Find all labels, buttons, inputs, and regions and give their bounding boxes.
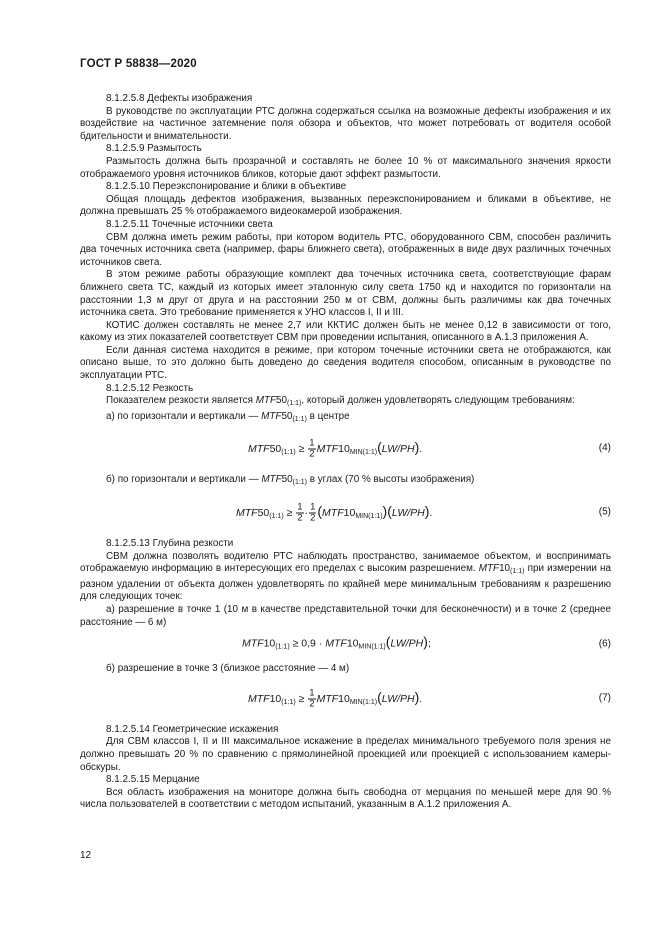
formula: $MTF10_{(1:1)}$ ≥ $\frac{1}{2}$ $MTF10_{MIN(1:1)}(LW/PH)$.	[248, 687, 423, 710]
paragraph: б) разрешение в точке 3 (близкое расстояние — 4 м)	[106, 663, 350, 675]
paragraph: СВМ должна позволять водителю РТС наблюдать пространство, занимаемое объектом, и воспринимать отображаемую информацию в интересующих его пределах с высоким разрешением. $MTF10_{(1:1)}$ при измерении на разном удалении от объекта должен удовлетворять по крайней мере минимальным требованиям к разрешению для следующих точек:	[80, 550, 612, 603]
paragraph: Общая площадь дефектов изображения, вызванных переэкспонированием и бликами в объективе, не должна превышать 25 % отображаемого видеокамерой изображения.	[80, 193, 611, 218]
paragraph: В этом режиме работы образующие комплект два точечных источника света, соответствующие фарам ближнего света ТС, каждый из которых имеет эталонную силу света 1750 кд и находится по горизонтали на расстоянии 1,3 м друг от друга и на расстоянии 250 м от СВМ, должны быть различимы как два точечных источника света. Это требование применяется к УНО классов I, II и III.	[80, 269, 611, 319]
paragraph: Вся область изображения на мониторе должна быть свободна от мерцания по меньшей мере для 90 % числа пользователей в соответствии с методом испытаний, указанным в А.1.2 приложения А.	[80, 786, 611, 811]
section-heading: 8.1.2.5.12 Резкость	[106, 382, 194, 394]
section-heading: 8.1.2.5.13 Глубина резкости	[106, 538, 234, 550]
paragraph: Показателем резкости является $MTF50_{(1:1)}$, который должен удовлетворять следующим требованиям:	[106, 395, 575, 408]
formula: $MTF50_{(1:1)}$ ≥ $\frac{1}{2}$ · $\frac{1}{2}$ $(MTF10_{MIN(1:1)})(LW/PH)$.	[236, 501, 433, 524]
section-heading: 8.1.2.5.10 Переэкспонирование и блики в объективе	[106, 181, 347, 193]
page-number: 12	[80, 850, 92, 861]
equation-number: (5)	[598, 506, 611, 518]
equation-6	[80, 633, 611, 657]
equation-number: (6)	[598, 638, 611, 650]
formula: $MTF50_{(1:1)}$ ≥ $\frac{1}{2}$ $MTF10_{MIN(1:1)}(LW/PH)$.	[248, 437, 423, 460]
equation-7	[80, 684, 611, 714]
section-heading: 8.1.2.5.14 Геометрические искажения	[106, 723, 279, 735]
math-mtf: MTF	[255, 395, 276, 407]
section-heading: 8.1.2.5.11 Точечные источники света	[106, 218, 273, 230]
document-header: ГОСТ Р 58838—2020	[80, 58, 197, 70]
section-heading: 8.1.2.5.15 Мерцание	[106, 774, 200, 786]
equation-number: (7)	[598, 692, 611, 704]
document-body	[80, 93, 611, 812]
section-heading: 8.1.2.5.8 Дефекты изображения	[106, 93, 253, 104]
paragraph: Если данная система находится в режиме, при котором точечные источники света не отображаются, как описано выше, то это должно быть доведено до сведения водителя способом, описанным в руководстве по эксплуатации РТС.	[80, 344, 611, 382]
paragraph: СВМ должна иметь режим работы, при котором водитель РТС, оборудованного СВМ, способен различить два точечных источника света (например, фары ближнего света), отображенных в виде двух различных точечных источников света.	[80, 231, 611, 268]
paragraph: Для СВМ классов I, II и III максимальное искажение в пределах минимального требуемого поля зрения не должно превышать 20 % по сравнению с прямолинейной проекцией или проекцией с использованием камеры-обскуры.	[80, 736, 611, 773]
equation-5	[80, 498, 611, 528]
equation-4	[80, 434, 611, 464]
section-heading: 8.1.2.5.9 Размытость	[106, 143, 202, 155]
formula: $MTF10_{(1:1)} \ge 0,9 \cdot MTF10_{MIN(1:1)}(LW/PH)$;	[242, 633, 431, 651]
equation-number: (4)	[598, 443, 611, 455]
paragraph: б) по горизонтали и вертикали — $MTF50_{(1:1)}$ в углах (70 % высоты изображения)	[106, 474, 475, 487]
paragraph: а) по горизонтали и вертикали — $MTF50_{(1:1)}$ в центре	[106, 410, 350, 423]
paragraph: Размытость должна быть прозрачной и составлять не более 10 % от максимального значения яркости отображаемого уровня источников бликов, которые дают эффект размытости.	[80, 155, 611, 180]
paragraph: а) разрешение в точке 1 (10 м в качестве представительной точки для бесконечности) и в точке 2 (среднее расстояние — 6 м)	[80, 604, 611, 628]
paragraph: В руководстве по эксплуатации РТС должна содержаться ссылка на возможные дефекты изображения и их воздействие на частичное затемнение поля обзора и объектов, что может потребовать от водителя особой бдительности и внимательности.	[80, 105, 611, 142]
paragraph: КОТИС должен составлять не менее 2,7 или ККТИС должен быть не менее 0,12 в зависимости от того, какому из этих показателей соответствует СВМ при проведении испытания, описанного в А.1.3 приложения А.	[80, 319, 611, 344]
